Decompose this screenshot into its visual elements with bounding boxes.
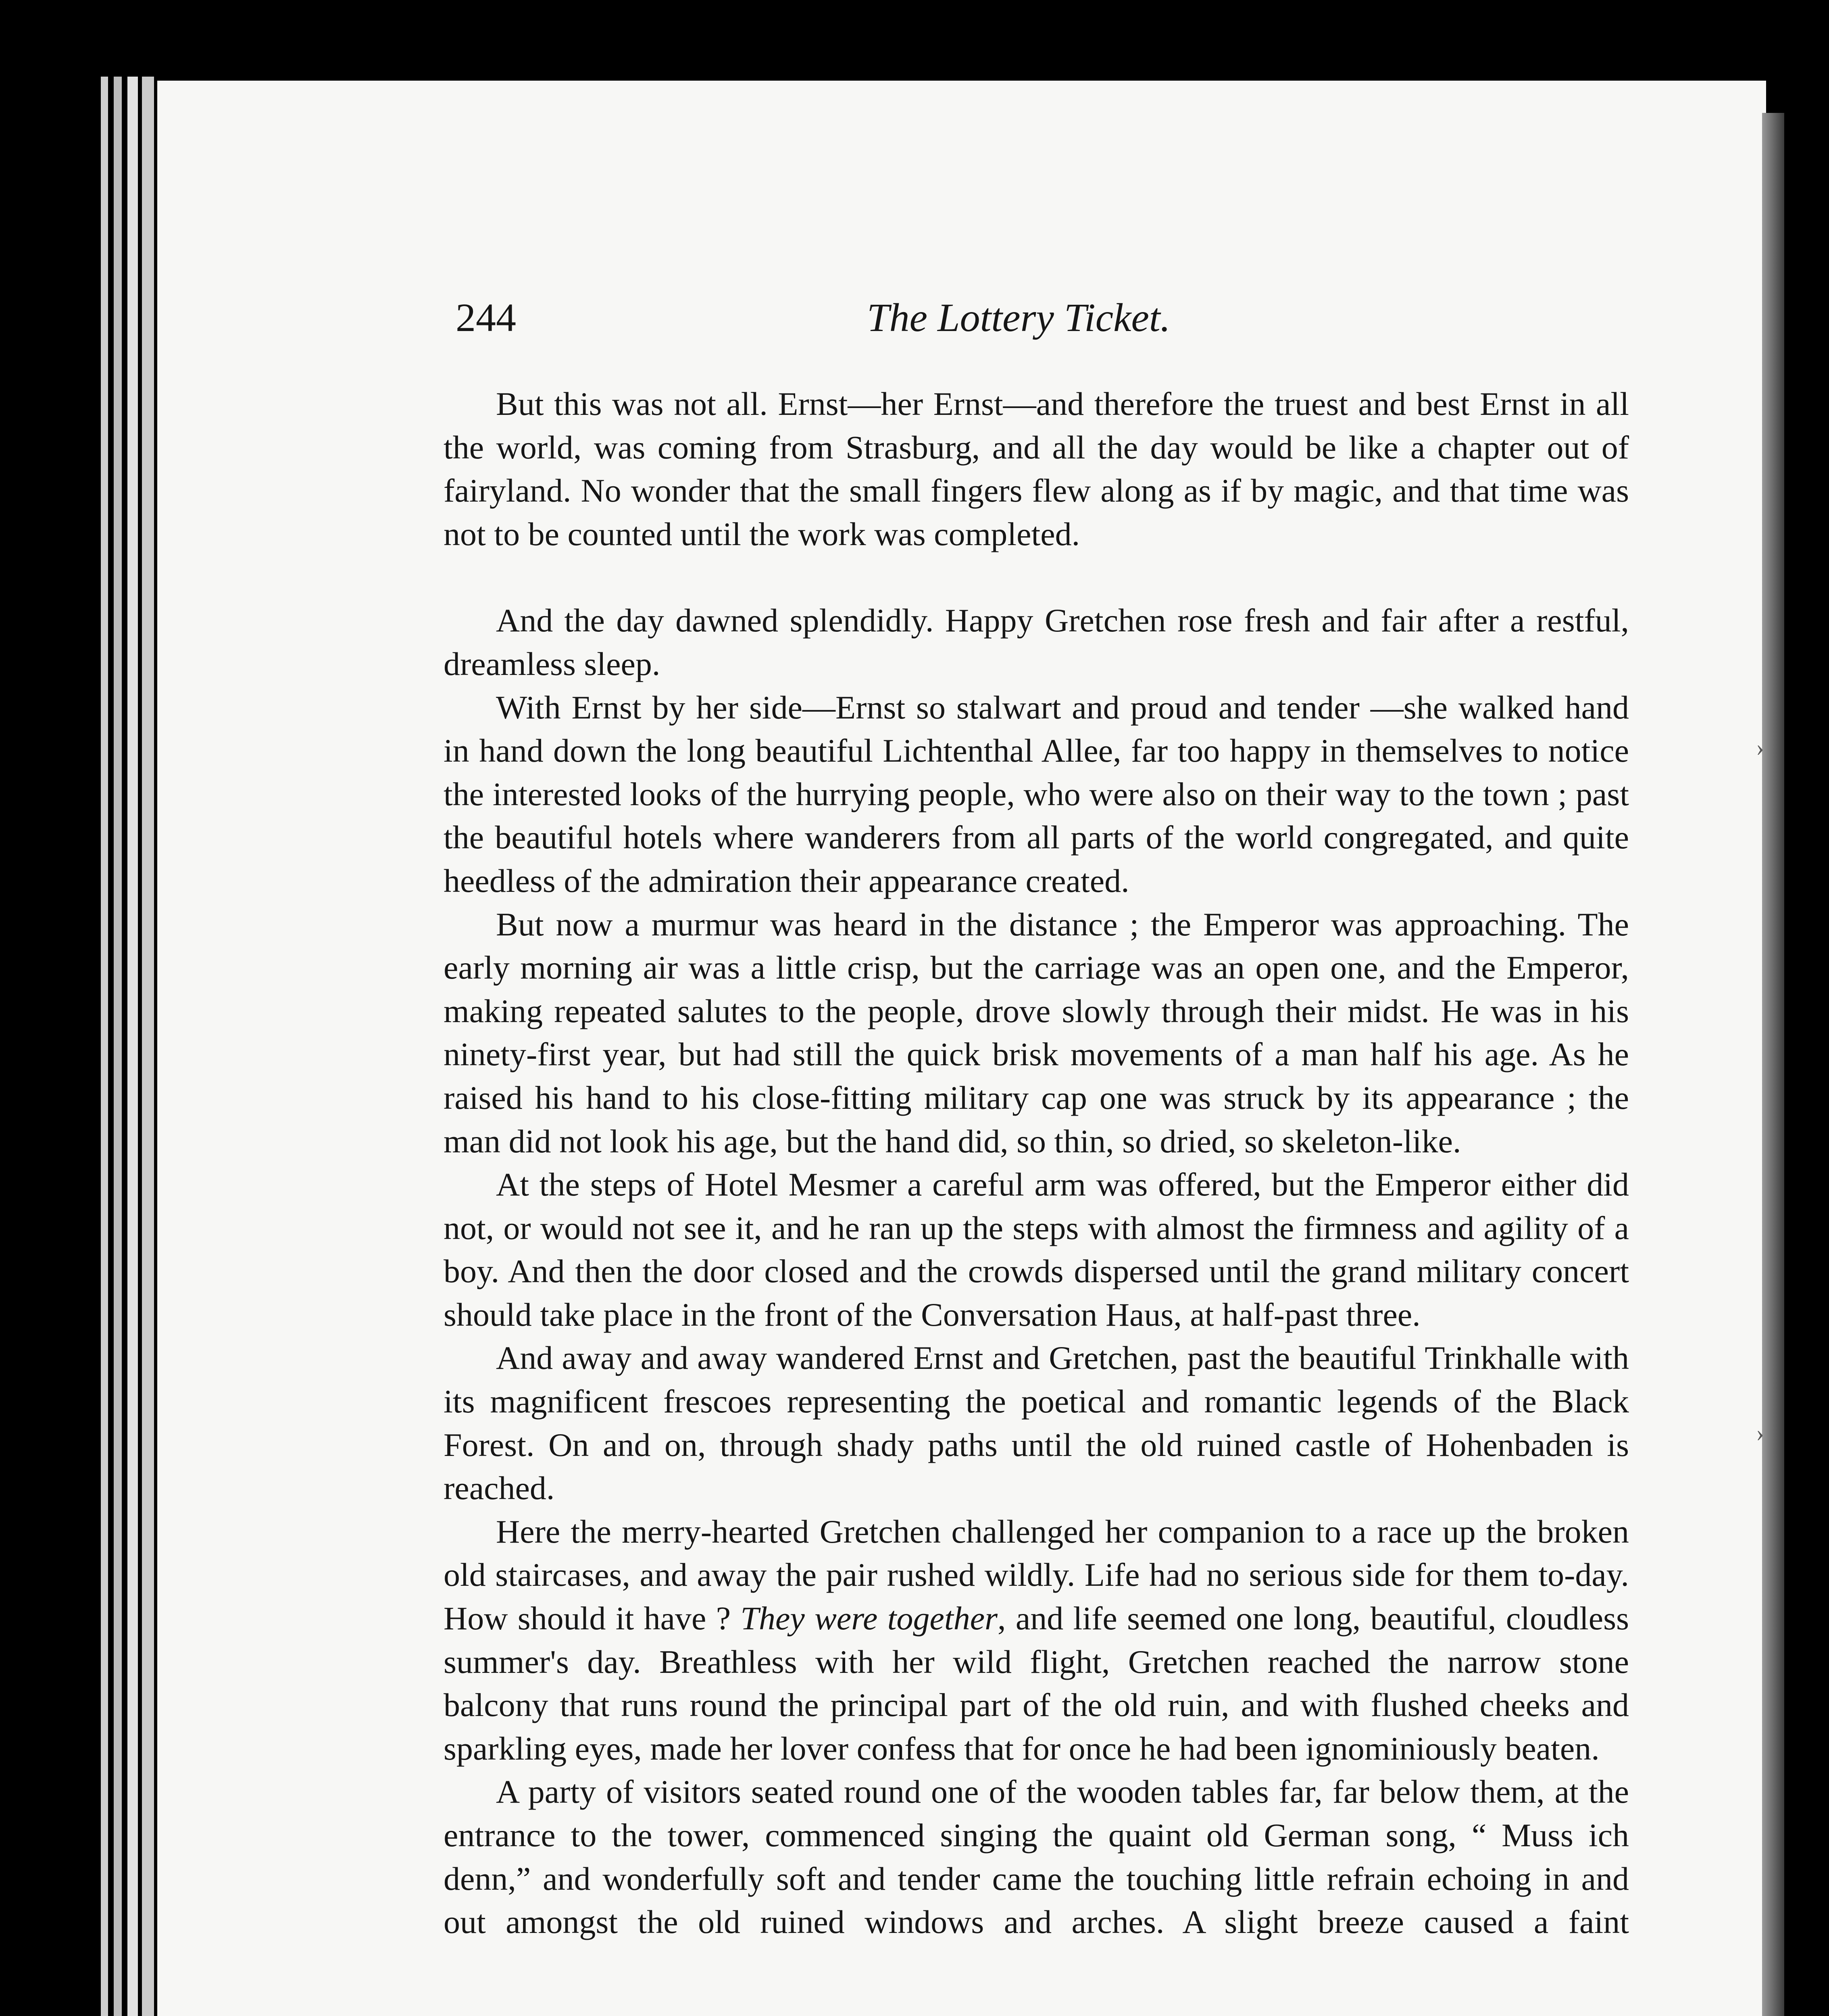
paragraph: A party of visitors seated round one of the wooden tables far, far below them, at the entrance to the tower, commenced singing the quaint old German song, “ Muss ich denn,” and wonderfully soft and tender came the touching little refrain echoing in and out amongst the old ruined windows and arches. A slight breeze caused a faint: [444, 1773, 1629, 1941]
paragraph-text: , and life seemed one long, beautiful, cloudless summer's day. Breathless with her wild flight, Gretchen reached the narrow stone balcony that runs round the principal part of the old ruin, and with flushed cheeks and sparkling eyes, made her lover confess that for once he had been ignominiously beaten.: [444, 1600, 1629, 1767]
section-break: [444, 556, 1629, 599]
paragraph: And away and away wandered Ernst and Gretchen, past the beautiful Trinkhalle with its magnificent frescoes representing the poetical and romantic legends of the Black Forest. On and on, through shady paths until the old ruined castle of Hohenbaden is reached.: [444, 1339, 1629, 1507]
paragraph: And the day dawned splendidly. Happy Gretchen rose fresh and fair after a restful, dreamless sleep.: [444, 602, 1629, 682]
page-number: 244: [456, 295, 516, 340]
page-stack-edge: [114, 77, 122, 2016]
paragraph: At the steps of Hotel Mesmer a careful arm was offered, but the Emperor either did not, or would not see it, and he ran up the steps with almost the firmness and agility of a boy. And then the door closed and the crowds dispersed until the grand military concert should take place in the front of the Conversation Haus, at half-past three.: [444, 1166, 1629, 1333]
italic-emphasis: They were together: [740, 1600, 998, 1637]
paragraph: [444, 1510, 1629, 1770]
page-gutter-shadow: [1762, 113, 1784, 2016]
page-header: [456, 294, 1242, 351]
paragraph-text: Here the merry-hearted Gretchen challenged her companion to a race up the broken old staircases, and away the pair rushed wildly. Life had no serious side for them to-day. How should it have ?: [444, 1513, 1629, 1637]
body-text: [444, 382, 1629, 1944]
margin-mark: ›: [1756, 1420, 1764, 1446]
paragraph: But now a murmur was heard in the distance ; the Emperor was approaching. The early morning air was a little crisp, but the carriage was an open one, and the Emperor, making repeated salutes to the people, drove slowly through their midst. He was in his ninety-first year, but had still the quick brisk movements of a man half his age. As he raised his hand to his close-fitting military cap one was struck by its appearance ; the man did not look his age, but the hand did, so thin, so dried, so skeleton-like.: [444, 906, 1629, 1160]
page-stack-edge: [127, 77, 138, 2016]
margin-mark: ›: [1756, 734, 1764, 761]
paragraph: With Ernst by her side—Ernst so stalwart and proud and tender —she walked hand in hand down the long beautiful Lichtenthal Allee, far too happy in themselves to notice the interested looks of the hurrying people, who were also on their way to the town ; past the beautiful hotels where wanderers from all parts of the world congregated, and quite heedless of the admiration their appearance created.: [444, 689, 1629, 899]
page-stack-edge: [142, 77, 154, 2016]
running-title: The Lottery Ticket.: [867, 295, 1171, 340]
page-stack-edge: [101, 77, 108, 2016]
paragraph: But this was not all. Ernst—her Ernst—and therefore the truest and best Ernst in all the world, was coming from Strasburg, and all the day would be like a chapter out of fairyland. No wonder that the small fingers flew along as if by magic, and that time was not to be counted until the work was completed.: [444, 385, 1629, 552]
